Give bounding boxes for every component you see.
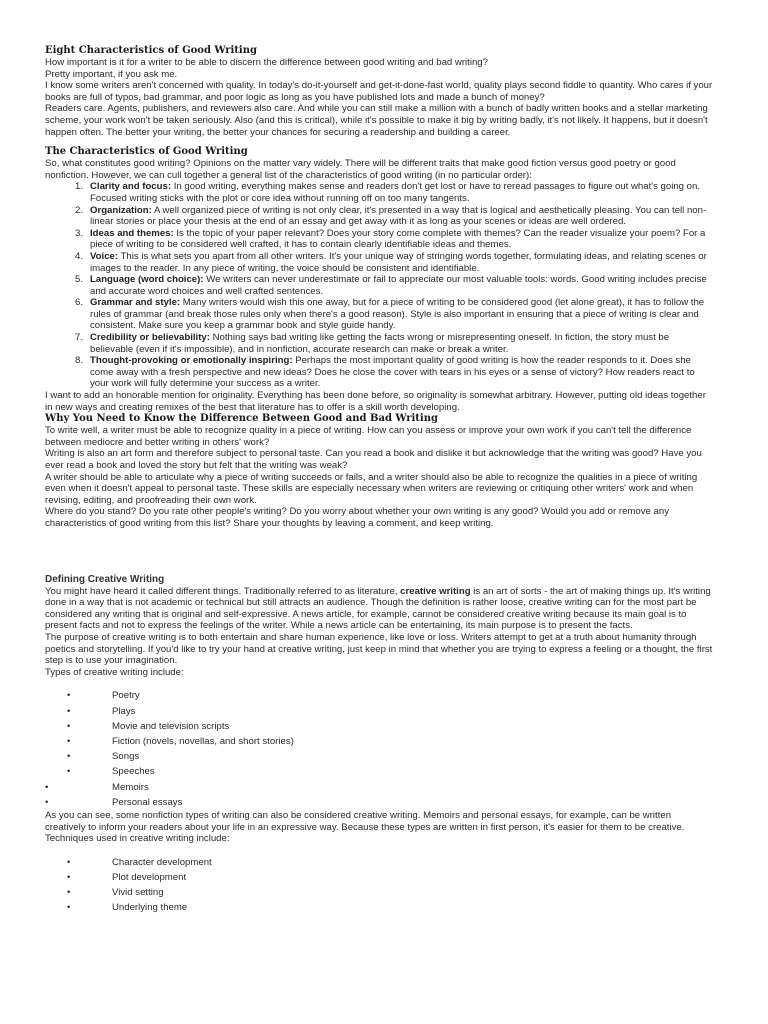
bullet-icon: •	[67, 766, 71, 778]
paragraph: The purpose of creative writing is to both entertain and share human experience, like love or loss. Writers attempt to get at a truth about humanity through poetics and storytelling. If you'd like to try your hand at creative writing, just keep in mind that whether you are trying to express a feeling or a thought, the first step is to use your imagination.	[45, 631, 713, 667]
bullet-icon: •	[67, 856, 71, 868]
list-item: • Memoirs	[45, 780, 714, 795]
paragraph: So, what constitutes good writing? Opinions on the matter vary widely. There will be different traits that make good fiction versus good poetry or good nonfiction. However, we can cull together a general list of the characteristics of good writing (in no particular order):	[45, 158, 676, 181]
list-item: • Underlying theme	[45, 900, 714, 915]
paragraph: I want to add an honorable mention for originality. Everything has been done before, so originality is somewhat arbitrary. However, putting old ideas together in new ways and creating remixes of the best that literature has to offer is a skill worth developing.	[45, 390, 706, 413]
paragraph: Types of creative writing include:	[45, 666, 184, 678]
section-heading-why-know-difference: Why You Need to Know the Difference Between Good and Bad Writing	[45, 413, 438, 425]
section-heading-characteristics: The Characteristics of Good Writing	[45, 146, 248, 158]
list-item: • Character development	[45, 855, 714, 870]
list-item: 3. Ideas and themes: Is the topic of your paper relevant? Does your story come complete with themes? Can the reader visualize your poem? For a piece of writing to be considered well crafted, it has to contain clearly identifiable ideas and themes.	[74, 227, 706, 251]
characteristics-list	[45, 181, 714, 390]
list-item: 2. Organization: A well organized piece of writing is not only clear, it's presented in a way that is logical and aesthetically pleasing. You can tell non-linear stories or place your thesis at the end of an essay and get away with it as long as your scenes or ideas are well ordered.	[74, 204, 707, 228]
list-item: • Plays	[45, 704, 714, 719]
list-item: 8. Thought-provoking or emotionally inspiring: Perhaps the most important quality of good writing is how the reader responds to it. Does she come away with a fresh perspective and new ideas? Does he close the cover with tears in his eyes or a sense of victory? How readers react to your work will fully determine your success as a writer.	[74, 355, 695, 390]
list-item: • Fiction (novels, novellas, and short stories)	[45, 734, 714, 749]
section-heading-defining-creative-writing: Defining Creative Writing	[45, 573, 165, 585]
bullet-icon: •	[67, 735, 71, 747]
bullet-icon: •	[45, 781, 49, 793]
bullet-icon: •	[67, 751, 71, 763]
list-item: 1. Clarity and focus: In good writing, everything makes sense and readers don't get lost or have to reread passages to figure out what's going on. Focused writing sticks with the plot or core idea without running off on too many tangents.	[74, 181, 701, 204]
list-item: 6. Grammar and style: Many writers would wish this one away, but for a piece of writing to be considered good (let alone great), it has to follow the rules of grammar (and break those rules only when there's a good reason). Style is also important in ensuring that a piece of writing is clear and consistent. Make sure you keep a grammar book and style guide handy.	[74, 297, 705, 332]
list-item: • Poetry	[45, 688, 714, 703]
list-item: • Speeches	[45, 764, 714, 779]
bullet-icon: •	[67, 705, 71, 717]
bullet-icon: •	[67, 902, 71, 914]
list-item: 5. Language (word choice): We writers can never underestimate or fail to appreciate our most valuable tools: words. Good writing includes precise and accurate word choices and well crafted sentences.	[74, 274, 707, 297]
paragraph: Readers care. Agents, publishers, and reviewers also care. And while you can still make a million with a bunch of badly written books and a stellar marketing scheme, your work won't be taken seriously. Also (and this is critical), while it's possible to make it big by writing badly, it's not likely. It happens, but it doesn't happen often. The better your writing, the better your chances for securing a readership and building a career.	[45, 103, 708, 138]
bold-term: creative writing	[400, 585, 471, 597]
bullet-icon: •	[45, 796, 49, 808]
list-item: • Personal essays	[45, 795, 714, 810]
list-item: • Movie and television scripts	[45, 719, 714, 734]
list-item: 4. Voice: This is what sets you apart from all other writers. It's your unique way of stringing words together, formulating ideas, and relating scenes or images to the reader. In any piece of writing, the voice should be consistent and identifiable.	[74, 250, 707, 274]
creative-writing-techniques-list	[45, 855, 714, 916]
paragraph: How important is it for a writer to be able to discern the difference between good writing and bad writing?	[45, 57, 488, 68]
list-item: • Vivid setting	[45, 885, 714, 900]
paragraph: To write well, a writer must be able to recognize quality in a piece of writing. How can you assess or improve your own work if you can't tell the difference between mediocre and better writing in others' work?	[45, 425, 692, 448]
paragraph: You might have heard it called different things. Traditionally referred to as literature, creative writing is an art of sorts - the art of making things up. It's writing done in a way that is not academic or technical but still attracts an audience. Though the definition is rather loose, creative writing can for the most part be considered any writing that is original and self-expressive. A news article, for example, cannot be considered creative writing because its main goal is to present facts and not to express the feelings of the writer. While a news article can be entertaining, its main purpose is to present the facts.	[45, 585, 711, 632]
list-item: 7. Credibility or believability: Nothing says bad writing like getting the facts wrong or misrepresenting oneself. In fiction, the story must be believable (even if it's impossible), and in nonfiction, accurate research can make or break a writer.	[74, 332, 670, 355]
list-item: • Plot development	[45, 870, 714, 885]
paragraph: Where do you stand? Do you rate other people's writing? Do you worry about whether your own writing is any good? Would you add or remove any characteristics of good writing from this list? Share your thoughts by leaving a comment, and keep writing.	[45, 506, 669, 529]
paragraph: Pretty important, if you ask me.	[45, 68, 178, 80]
paragraph: I know some writers aren't concerned with quality. In today's do-it-yourself and get-it-done-fast world, quality plays second fiddle to quantity. Who cares if your books are full of typos, bad grammar, and poor logic as long as you have published lots and made a bunch of money?	[45, 80, 713, 103]
bullet-icon: •	[67, 720, 71, 732]
creative-writing-types-list	[45, 688, 714, 810]
list-item: • Songs	[45, 749, 714, 764]
paragraph: Writing is also an art form and therefore subject to personal taste. Can you read a book and dislike it but acknowledge that the writing was good? Have you ever read a book and loved the story but felt that the writing was weak?	[45, 448, 702, 471]
bullet-icon: •	[67, 690, 71, 702]
paragraph: As you can see, some nonfiction types of writing can also be considered creative writing. Memoirs and personal essays, for example, can be written creatively to inform your readers about your life in an expressive way. Because these types are written in first person, it's easier for them to be creative.	[45, 809, 685, 833]
bullet-icon: •	[67, 887, 71, 899]
bullet-icon: •	[67, 871, 71, 883]
paragraph: Techniques used in creative writing include:	[45, 833, 230, 845]
paragraph: A writer should be able to articulate why a piece of writing succeeds or fails, and a writer should also be able to recognize the qualities in a piece of writing even when it doesn't appeal to personal taste. These skills are especially necessary when writers are reviewing or critiquing other writers' work and when revising, editing, and proofreading their own work.	[45, 471, 698, 506]
section-heading-eight-characteristics: Eight Characteristics of Good Writing	[45, 45, 257, 56]
